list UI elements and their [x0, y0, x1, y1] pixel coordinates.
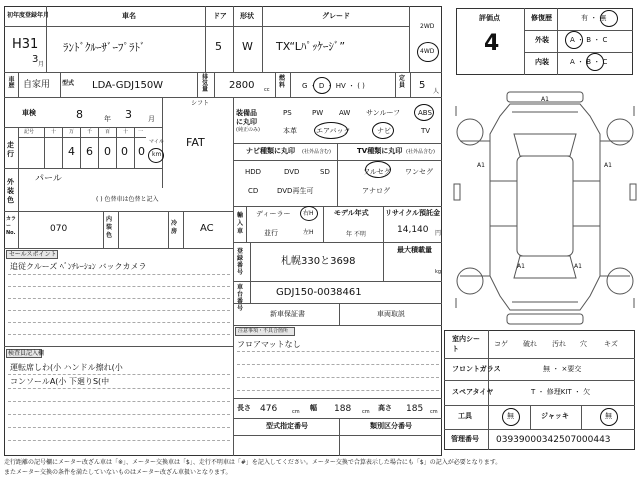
displacement-unit: cc	[264, 87, 270, 93]
seat-stain: 汚れ	[552, 340, 566, 348]
shift-label: シフト	[191, 100, 210, 107]
height-unit: cm	[430, 409, 438, 415]
inspector-label: 検査員記入欄	[8, 350, 45, 357]
abs-circle	[414, 104, 434, 121]
import-label: 輸入車	[237, 212, 244, 235]
right-h-circle	[300, 206, 318, 221]
tv-type-sub: (社外品含む)	[406, 149, 435, 155]
fuel-d-circle	[313, 77, 331, 94]
shape-value: W	[242, 40, 253, 53]
repair-label: 修復歴	[531, 14, 552, 22]
equipment-sub: (純正のみ)	[236, 127, 260, 133]
seat-label: 室内シート	[452, 335, 480, 353]
damage-mark-right: A1	[604, 162, 612, 169]
nav-dvd-play: DVD再生可	[277, 187, 314, 195]
recycle-yen: 円	[435, 230, 442, 237]
first-reg-month: 3	[32, 54, 39, 65]
seat-scratch: キズ	[604, 340, 618, 348]
chassis-value: GDJ150-0038461	[276, 287, 362, 298]
km-label: km	[152, 151, 162, 158]
inspector-line1: 運転席しわ(小 ハンドル擦れ(小	[10, 363, 123, 372]
notes-label: 注意事項・不具合箇所	[238, 328, 289, 334]
color-no-value: 070	[50, 224, 68, 234]
nav-type-label: ナビ種類に丸印	[246, 147, 295, 155]
fuel-label: 燃料	[279, 75, 286, 89]
ext-color-value: パール	[35, 174, 62, 184]
equip-aw: AW	[339, 109, 351, 117]
capacity-label: 定員	[399, 75, 406, 89]
nav-hdd: HDD	[245, 168, 262, 176]
inspection-month-unit: 月	[148, 115, 155, 123]
glass-label: フロントガラス	[452, 365, 501, 373]
mgmt-value: 03939000342507000443	[496, 435, 611, 445]
doors-value: 5	[215, 40, 222, 53]
ac-label: 冷房	[171, 220, 178, 235]
mileage-digit-2: 0	[104, 145, 111, 158]
max-load-unit: kg	[435, 269, 442, 275]
model-year-label: モデル年式	[334, 209, 369, 217]
equip-tv: TV	[421, 127, 431, 135]
sales-point-label: セールスポイント	[9, 251, 57, 258]
shape-label: 形状	[240, 12, 254, 20]
tv-type-label: TV種類に丸印	[357, 147, 403, 155]
unit-0: 十	[51, 129, 57, 135]
unit-4: 十	[123, 129, 129, 135]
grade-value: TX“Lﾊﾟｯｹｰｼﾞ”	[276, 40, 346, 53]
inspection-month: 3	[125, 108, 132, 121]
ext-color-note: ( ) 色替車は色替と記入	[96, 196, 159, 203]
equip-abs: ABS	[418, 109, 432, 117]
inspection-label: 車検	[22, 109, 36, 117]
spare-label: スペアタイヤ	[452, 388, 494, 396]
car-damage-diagram	[452, 86, 638, 328]
grade-label: グレード	[322, 12, 350, 20]
car-name: ﾗﾝﾄﾞｸﾙｰｻﾞｰﾌﾟﾗﾄﾞ	[63, 41, 146, 54]
equip-leather: 本革	[283, 127, 297, 135]
class-no-label: 類別区分番号	[370, 422, 412, 430]
warranty-label: 新車保証書	[270, 310, 305, 318]
first-reg-label: 初年度登録年月	[7, 12, 50, 19]
interior-color-label: 内装色	[106, 216, 113, 239]
nav-type-sub: (社外品含む)	[302, 149, 331, 155]
repair-options: 有 ・ 無	[581, 14, 607, 22]
drive-4wd: 4WD	[420, 48, 435, 55]
spare-options: T ・ 修理KIT ・ 欠	[531, 388, 591, 396]
seat-hole: 穴	[580, 340, 587, 348]
damage-mark-rear-right: A1	[574, 263, 582, 270]
score-label: 評価点	[479, 14, 500, 22]
inspection-year: 8	[76, 108, 83, 121]
unit-3: 百	[105, 129, 111, 135]
nav-cd: CD	[248, 187, 259, 195]
fuel-options: G ・ D ・ HV ・ ( )	[302, 82, 365, 90]
equipment-label: 装備品に丸印	[236, 109, 257, 126]
mileage-digit-1: 6	[86, 145, 93, 158]
first-reg-year: H31	[12, 37, 39, 52]
fullseg-circle	[365, 161, 391, 178]
width-unit: cm	[362, 409, 370, 415]
recycle-value: 14,140	[397, 225, 429, 235]
jack-value: 無	[605, 412, 612, 420]
model-year-value: 年 不明	[346, 231, 366, 238]
tv-oneseg: ワンセグ	[405, 168, 433, 176]
shift-value: FAT	[186, 136, 205, 149]
import-right: 右H	[303, 210, 314, 217]
inspector-line2: コンソールA(小 下廻りS(中	[10, 377, 110, 386]
mileage-digit-4: 0	[138, 145, 145, 158]
damage-mark-left: A1	[477, 162, 485, 169]
capacity-unit: 人	[433, 88, 440, 95]
score-value: 4	[484, 31, 500, 56]
equip-pw: PW	[312, 109, 324, 117]
model-no-label: 型式指定番号	[266, 422, 308, 430]
jack-label: ジャッキ	[541, 412, 569, 420]
seat-tear: 破れ	[523, 340, 537, 348]
mileage-digit-0: 4	[68, 145, 75, 158]
damage-mark-rear-left: A1	[517, 263, 525, 270]
car-category: 自家用	[23, 80, 51, 90]
car-category-label: 車歴	[7, 76, 14, 88]
exterior-a-circle	[565, 31, 583, 49]
height-label: 高さ	[378, 404, 392, 412]
footer-line2: またメーター交換の条件を満たしていないものはメーター改ざん車扱いとなります。	[4, 469, 232, 476]
nav-dvd: DVD	[284, 168, 300, 176]
nav-circle	[372, 122, 394, 139]
interior-grade-options: A ・ B ・ C	[570, 58, 608, 66]
registration-label: 登録番号	[237, 248, 244, 276]
glass-options: 無 ・ ×要交	[543, 365, 582, 373]
width-label: 幅	[310, 404, 317, 412]
chassis-label: 車台番号	[237, 284, 244, 312]
unit-1: 万	[69, 129, 75, 135]
footer-line1: 走行距離の記号欄にメーター改ざん車は「※」、メーター交換車は「$」、走行不明車は「#」を記入してください。メーター交換で合算表示した場合にも「$」の記入が必要となります。	[4, 459, 502, 466]
displacement-value: 2800	[229, 80, 255, 91]
recycle-label: リサイクル預託金	[385, 209, 441, 217]
import-parallel: 並行	[264, 229, 278, 237]
inspection-year-unit: 年	[104, 115, 111, 123]
damage-mark-front: A1	[541, 96, 549, 103]
exterior-grade-options: A ・ B ・ C	[570, 36, 608, 44]
import-left: 左H	[303, 229, 314, 236]
tools-value: 無	[507, 412, 514, 420]
equip-ps: PS	[283, 109, 292, 117]
drive-2wd: 2WD	[420, 23, 435, 30]
capacity-value: 5	[419, 80, 426, 91]
doors-label: ドア	[213, 12, 227, 20]
tv-fullseg: フルセグ	[363, 168, 391, 176]
airbag-circle	[314, 122, 351, 139]
ext-color-label: 外装色	[7, 178, 14, 204]
seat-burn: コゲ	[494, 340, 508, 348]
tools-label: 工具	[458, 412, 472, 420]
equip-nav: ナビ	[377, 127, 391, 135]
model-label: 型式	[62, 80, 75, 87]
height-value: 185	[406, 404, 424, 414]
displacement-label: 排気量	[202, 74, 209, 93]
mileage-digit-3: 0	[121, 145, 128, 158]
unit-2: 千	[87, 129, 93, 135]
sales-point-text: 追従クルーズ ﾍﾞﾝﾁﾚｰｼｮﾝ バックカメラ	[10, 262, 147, 271]
model-value: LDA-GDJ150W	[92, 80, 164, 91]
equip-sunroof: サンルーフ	[366, 109, 401, 117]
repair-none-circle	[600, 10, 618, 27]
exterior-grade-label: 外装	[535, 36, 549, 44]
tv-analog: アナログ	[362, 187, 390, 195]
interior-grade-label: 内装	[535, 58, 549, 66]
mileage-label: 走行	[7, 141, 14, 158]
mgmt-label: 管理番号	[451, 435, 479, 443]
car-name-label: 車名	[122, 12, 136, 20]
equip-airbag: エアバック	[316, 127, 351, 135]
color-no-label: カラーNo.	[6, 216, 17, 236]
interior-b-circle	[586, 53, 604, 71]
mileage-memo-label: 記号	[24, 129, 35, 135]
width-value: 188	[334, 404, 352, 414]
ac-value: AC	[200, 223, 214, 234]
max-load-label: 最大積載量	[397, 246, 432, 254]
import-dealer: ディーラー	[256, 210, 291, 218]
manual-label: 車両取説	[377, 310, 405, 318]
length-value: 476	[260, 404, 278, 414]
first-reg-month-unit: 月	[38, 61, 45, 68]
nav-sd: SD	[320, 168, 330, 176]
notes-value: フロアマットなし	[237, 340, 301, 349]
length-unit: cm	[292, 409, 300, 415]
registration-value: 札幌330と3698	[281, 256, 356, 267]
mile-label: マイル	[149, 139, 164, 145]
length-label: 長さ	[237, 404, 251, 412]
unit-5: 一	[138, 129, 144, 135]
